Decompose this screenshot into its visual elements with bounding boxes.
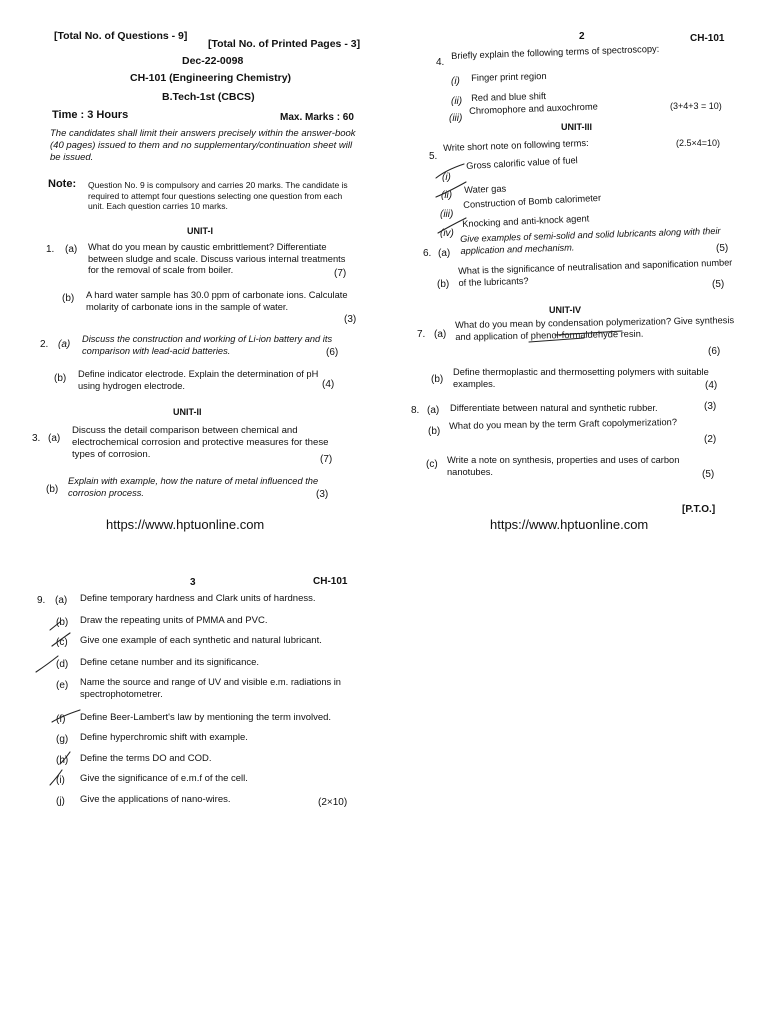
q8a-marks: (3)	[704, 401, 717, 412]
q5-item-i-text: Gross calorific value of fuel	[466, 155, 578, 171]
q9-item-b-label: (b)	[56, 617, 69, 628]
unit-3-heading: UNIT-III	[561, 122, 592, 132]
q9-item-h-label: (h)	[56, 755, 69, 766]
q3a-label: (a)	[48, 433, 61, 444]
q9-item-i-text: Give the significance of e.m.f of the cell.	[80, 773, 248, 784]
q5-item-ii-text: Water gas	[464, 183, 507, 195]
q9-item-g-label: (g)	[56, 734, 69, 745]
page-2-number: 2	[579, 31, 585, 42]
page-3-code: CH-101	[313, 576, 348, 587]
page-3-number: 3	[190, 577, 196, 588]
q9-item-i-label: (i)	[56, 775, 65, 786]
q5-text: Write short note on following terms:	[443, 137, 589, 153]
q2a-text: Discuss the construction and working of Li-ion battery and its comparison with lead-acid batteries.	[82, 334, 333, 356]
q8b-marks: (2)	[704, 434, 717, 445]
q7-number: 7.	[417, 329, 426, 340]
page-2-code: CH-101	[690, 33, 725, 44]
q9-item-c-text: Give one example of each synthetic and natural lubricant.	[80, 635, 322, 646]
q9-item-a-label: (a)	[55, 595, 68, 606]
q2b-label: (b)	[54, 373, 67, 384]
q3b-label: (b)	[46, 484, 59, 495]
q9-item-h-text: Define the terms DO and COD.	[80, 753, 212, 764]
q5-item-iv-text: Knocking and anti-knock agent	[462, 213, 590, 229]
date-code: Dec-22-0098	[182, 55, 244, 67]
q5-marks: (2.5×4=10)	[676, 138, 721, 148]
program: B.Tech-1st (CBCS)	[162, 91, 255, 103]
q7a-marks: (6)	[708, 346, 721, 357]
unit-2-heading: UNIT-II	[173, 407, 202, 417]
q6a-marks: (5)	[716, 243, 729, 254]
q8a-text: Differentiate between natural and synthetic rubber.	[450, 403, 658, 413]
q5-item-iv-label: (iv)	[440, 228, 454, 239]
q9-item-e-label: (e)	[56, 680, 69, 691]
pto: [P.T.O.]	[682, 504, 716, 515]
note-label: Note:	[48, 178, 77, 190]
q3-number: 3.	[32, 433, 41, 444]
q9-item-f-text: Define Beer-Lambert's law by mentioning the term involved.	[80, 712, 332, 723]
q9-number: 9.	[37, 595, 46, 606]
q9-item-d-text: Define cetane number and its significance.	[80, 657, 260, 668]
q8c-label: (c)	[426, 459, 438, 470]
total-pages: [Total No. of Printed Pages - 3]	[208, 38, 361, 50]
q4-item-ii-label: (ii)	[451, 96, 463, 107]
q6b-label: (b)	[437, 279, 450, 290]
page-2-url: https://www.hptuonline.com	[490, 517, 649, 532]
q8c-marks: (5)	[702, 469, 715, 480]
q5-item-iii-label: (iii)	[440, 209, 454, 220]
course-title: CH-101 (Engineering Chemistry)	[130, 72, 292, 84]
q2b-marks: (4)	[322, 379, 335, 390]
q2a-label: (a)	[58, 339, 71, 350]
q8-number: 8.	[411, 405, 420, 416]
page-1-url: https://www.hptuonline.com	[106, 517, 265, 532]
q9-item-j-text: Give the applications of nano-wires.	[80, 794, 231, 805]
q9-item-a-text: Define temporary hardness and Clark units of hardness.	[80, 593, 316, 604]
q1b-label: (b)	[62, 293, 75, 304]
total-questions: [Total No. of Questions - 9]	[54, 30, 188, 42]
tick-mark	[36, 656, 58, 672]
time: Time : 3 Hours	[52, 109, 129, 121]
q5-number: 5.	[429, 151, 438, 162]
q9-item-c-label: (c)	[56, 637, 68, 648]
q1b-marks: (3)	[344, 314, 357, 325]
q7b-marks: (4)	[705, 380, 718, 391]
q4-item-iii-label: (iii)	[449, 113, 463, 124]
q5-item-ii-label: (ii)	[441, 190, 453, 201]
q4-text: Briefly explain the following terms of spectroscopy:	[451, 43, 660, 61]
q1a-text: What do you mean by caustic embrittlement? Differentiate between sludge and scale. Discuss various internal treatments for the removal of scale from boiler.	[88, 242, 346, 276]
q3b-marks: (3)	[316, 489, 329, 500]
q4-item-i-text: Finger print region	[471, 71, 547, 83]
q6b-marks: (5)	[712, 279, 725, 290]
q1b-text: A hard water sample has 30.0 ppm of carbonate ions. Calculate molarity of carbonate ions in the sample of water.	[86, 290, 348, 312]
q9-item-g-text: Define hyperchromic shift with example.	[80, 732, 248, 743]
q8a-label: (a)	[427, 405, 440, 416]
q4-item-ii-text: Red and blue shift	[471, 91, 547, 103]
max-marks: Max. Marks : 60	[280, 112, 354, 123]
q2-number: 2.	[40, 339, 49, 350]
q5-item-iii-text: Construction of Bomb calorimeter	[463, 192, 602, 210]
q9-item-e-text: Name the source and range of UV and visible e.m. radiations in spectrophotometrer.	[80, 677, 341, 699]
q1a-label: (a)	[65, 244, 78, 255]
q5-item-i-label: (i)	[442, 172, 451, 183]
q8b-text: What do you mean by the term Graft copolymerization?	[449, 417, 678, 431]
q8c-text: Write a note on synthesis, properties and uses of carbon nanotubes.	[447, 455, 680, 477]
q3a-marks: (7)	[320, 454, 333, 465]
q8b-label: (b)	[428, 426, 441, 437]
q4-item-iii-text: Chromophore and auxochrome	[469, 101, 598, 116]
q2a-marks: (6)	[326, 347, 339, 358]
note-text: Question No. 9 is compulsory and carries 20 marks. The candidate is required to attempt four questions selecting one question from each unit. Each question carries 10 marks.	[88, 180, 348, 212]
q9-item-d-label: (d)	[56, 659, 69, 670]
instructions: The candidates shall limit their answers precisely within the answer-book (40 pages) issued to them and no supplementary/continuation sheet will be issued.	[50, 128, 356, 163]
q2b-text: Define indicator electrode. Explain the determination of pH using hydrogen electrode.	[78, 369, 319, 391]
q7a-label: (a)	[434, 329, 447, 340]
q6b-text: What is the significance of neutralisation and saponification number of the lubricants?	[458, 257, 733, 288]
q3b-text: Explain with example, how the nature of metal influenced the corrosion process.	[68, 476, 319, 498]
q9-item-b-text: Draw the repeating units of PMMA and PVC.	[80, 615, 268, 626]
q4-marks: (3+4+3 = 10)	[670, 101, 722, 111]
q9-item-f-label: (f)	[56, 714, 66, 725]
q7b-label: (b)	[431, 374, 444, 385]
q1-number: 1.	[46, 244, 55, 255]
unit-4-heading: UNIT-IV	[549, 305, 582, 315]
q3a-text: Discuss the detail comparison between chemical and electrochemical corrosion and protective measures for these types of corrosion.	[72, 425, 329, 460]
q7a-text: What do you mean by condensation polymerization? Give synthesis and application of phenol-formaldehyde resin.	[455, 315, 735, 342]
q4-item-i-label: (i)	[451, 76, 460, 87]
q9-item-j-label: (j)	[56, 796, 65, 807]
q1a-marks: (7)	[334, 268, 347, 279]
q9-marks: (2×10)	[318, 797, 348, 808]
unit-1-heading: UNIT-I	[187, 226, 213, 236]
q4-number: 4.	[436, 57, 445, 68]
q6a-label: (a)	[438, 248, 451, 259]
q6a-text: Give examples of semi-solid and solid lubricants along with their application and mechanism.	[460, 225, 721, 256]
q7b-text: Define thermoplastic and thermosetting polymers with suitable examples.	[453, 367, 709, 389]
q6-number: 6.	[423, 248, 432, 259]
